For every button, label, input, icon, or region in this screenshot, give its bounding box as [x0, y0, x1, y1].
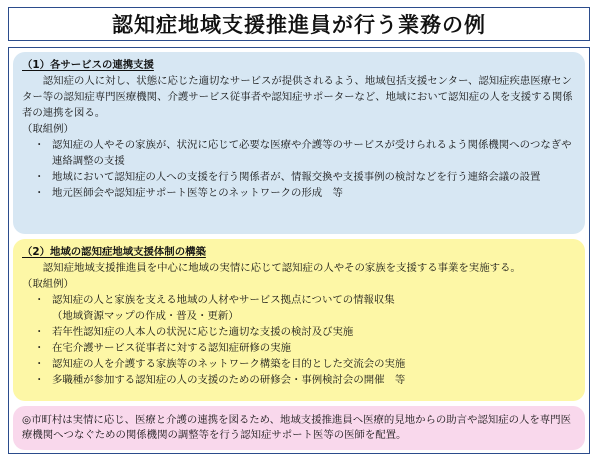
list-item — [22, 340, 576, 356]
note-box — [13, 406, 585, 450]
list-item-text: 地域において認知症の人への支援を行う関係者が、情報交換や支援事例の検討などを行う連絡会議の設置 — [52, 171, 541, 183]
list-item-text: 認知症の人と家族を支える地域の人材やサービス拠点についての情報収集 — [52, 294, 395, 306]
section2-paragraph: 認知症地域支援推進員を中心に地域の実情に応じて認知症の人やその家族を支援する事業を実施する。 — [42, 262, 521, 274]
section-regional-support-system — [13, 239, 585, 401]
list-item-text: 地元医師会や認知症サポート医等とのネットワークの形成 等 — [52, 187, 343, 199]
list-item — [22, 137, 576, 169]
bullet: ・ — [34, 187, 45, 199]
section1-examples-label: （取組例） — [22, 123, 74, 135]
title-box — [8, 7, 590, 41]
list-item — [22, 356, 576, 372]
bullet: ・ — [34, 342, 45, 354]
list-item-subtext: （地域資源マップの作成・普及・更新） — [52, 310, 239, 322]
bullet: ・ — [34, 294, 45, 306]
bullet: ・ — [34, 171, 45, 183]
list-item-text: 認知症の人を介護する家族等のネットワーク構築を目的とした交流会の実施 — [52, 358, 406, 370]
section1-example-list — [22, 137, 576, 201]
list-item-text: 多職種が参加する認知症の人の支援のための研修会・事例検討会の開催 等 — [52, 374, 406, 386]
list-item-text: 若年性認知症の人本人の状況に応じた適切な支援の検討及び実施 — [52, 326, 354, 338]
bullet: ・ — [34, 374, 45, 386]
bullet: ・ — [34, 358, 45, 370]
note-text: ◎市町村は実情に応じ、医療と介護の連携を図るため、地域支援推進員へ医療的見地からの助言や認知症の人を専門医療機関へつなぐための関係機関の調整等を行う認知症サポート医等の医師を配置。 — [22, 414, 571, 441]
bullet: ・ — [34, 326, 45, 338]
section-service-coordination — [13, 52, 585, 234]
list-item-text: 認知症の人やその家族が、状況に応じて必要な医療や介護等のサービスが受けられるよう関係機関へのつなぎや連絡調整の支援 — [52, 139, 572, 167]
section2-heading: （2）地域の認知症地域支援体制の構築 — [22, 246, 206, 258]
list-item-text: 在宅介護サービス従事者に対する認知症研修の実施 — [52, 342, 291, 354]
list-item — [22, 185, 576, 201]
list-item — [22, 292, 576, 324]
list-item — [22, 169, 576, 185]
section1-heading: （1）各サービスの連携支援 — [22, 59, 154, 71]
page-title: 認知症地域支援推進員が行う業務の例 — [112, 13, 486, 37]
list-item — [22, 324, 576, 340]
bullet: ・ — [34, 139, 45, 151]
section2-examples-label: （取組例） — [22, 278, 74, 290]
section1-paragraph: 認知症の人に対し、状態に応じた適切なサービスが提供されるよう、地域包括支援センター、認知症疾患医療センター等の認知症専門医療機関、介護サービス従事者や認知症サポーターなど、地域において認知症の人を支援する関係者の連携を図る。 — [22, 75, 573, 119]
section2-example-list — [22, 292, 576, 388]
list-item — [22, 372, 576, 388]
